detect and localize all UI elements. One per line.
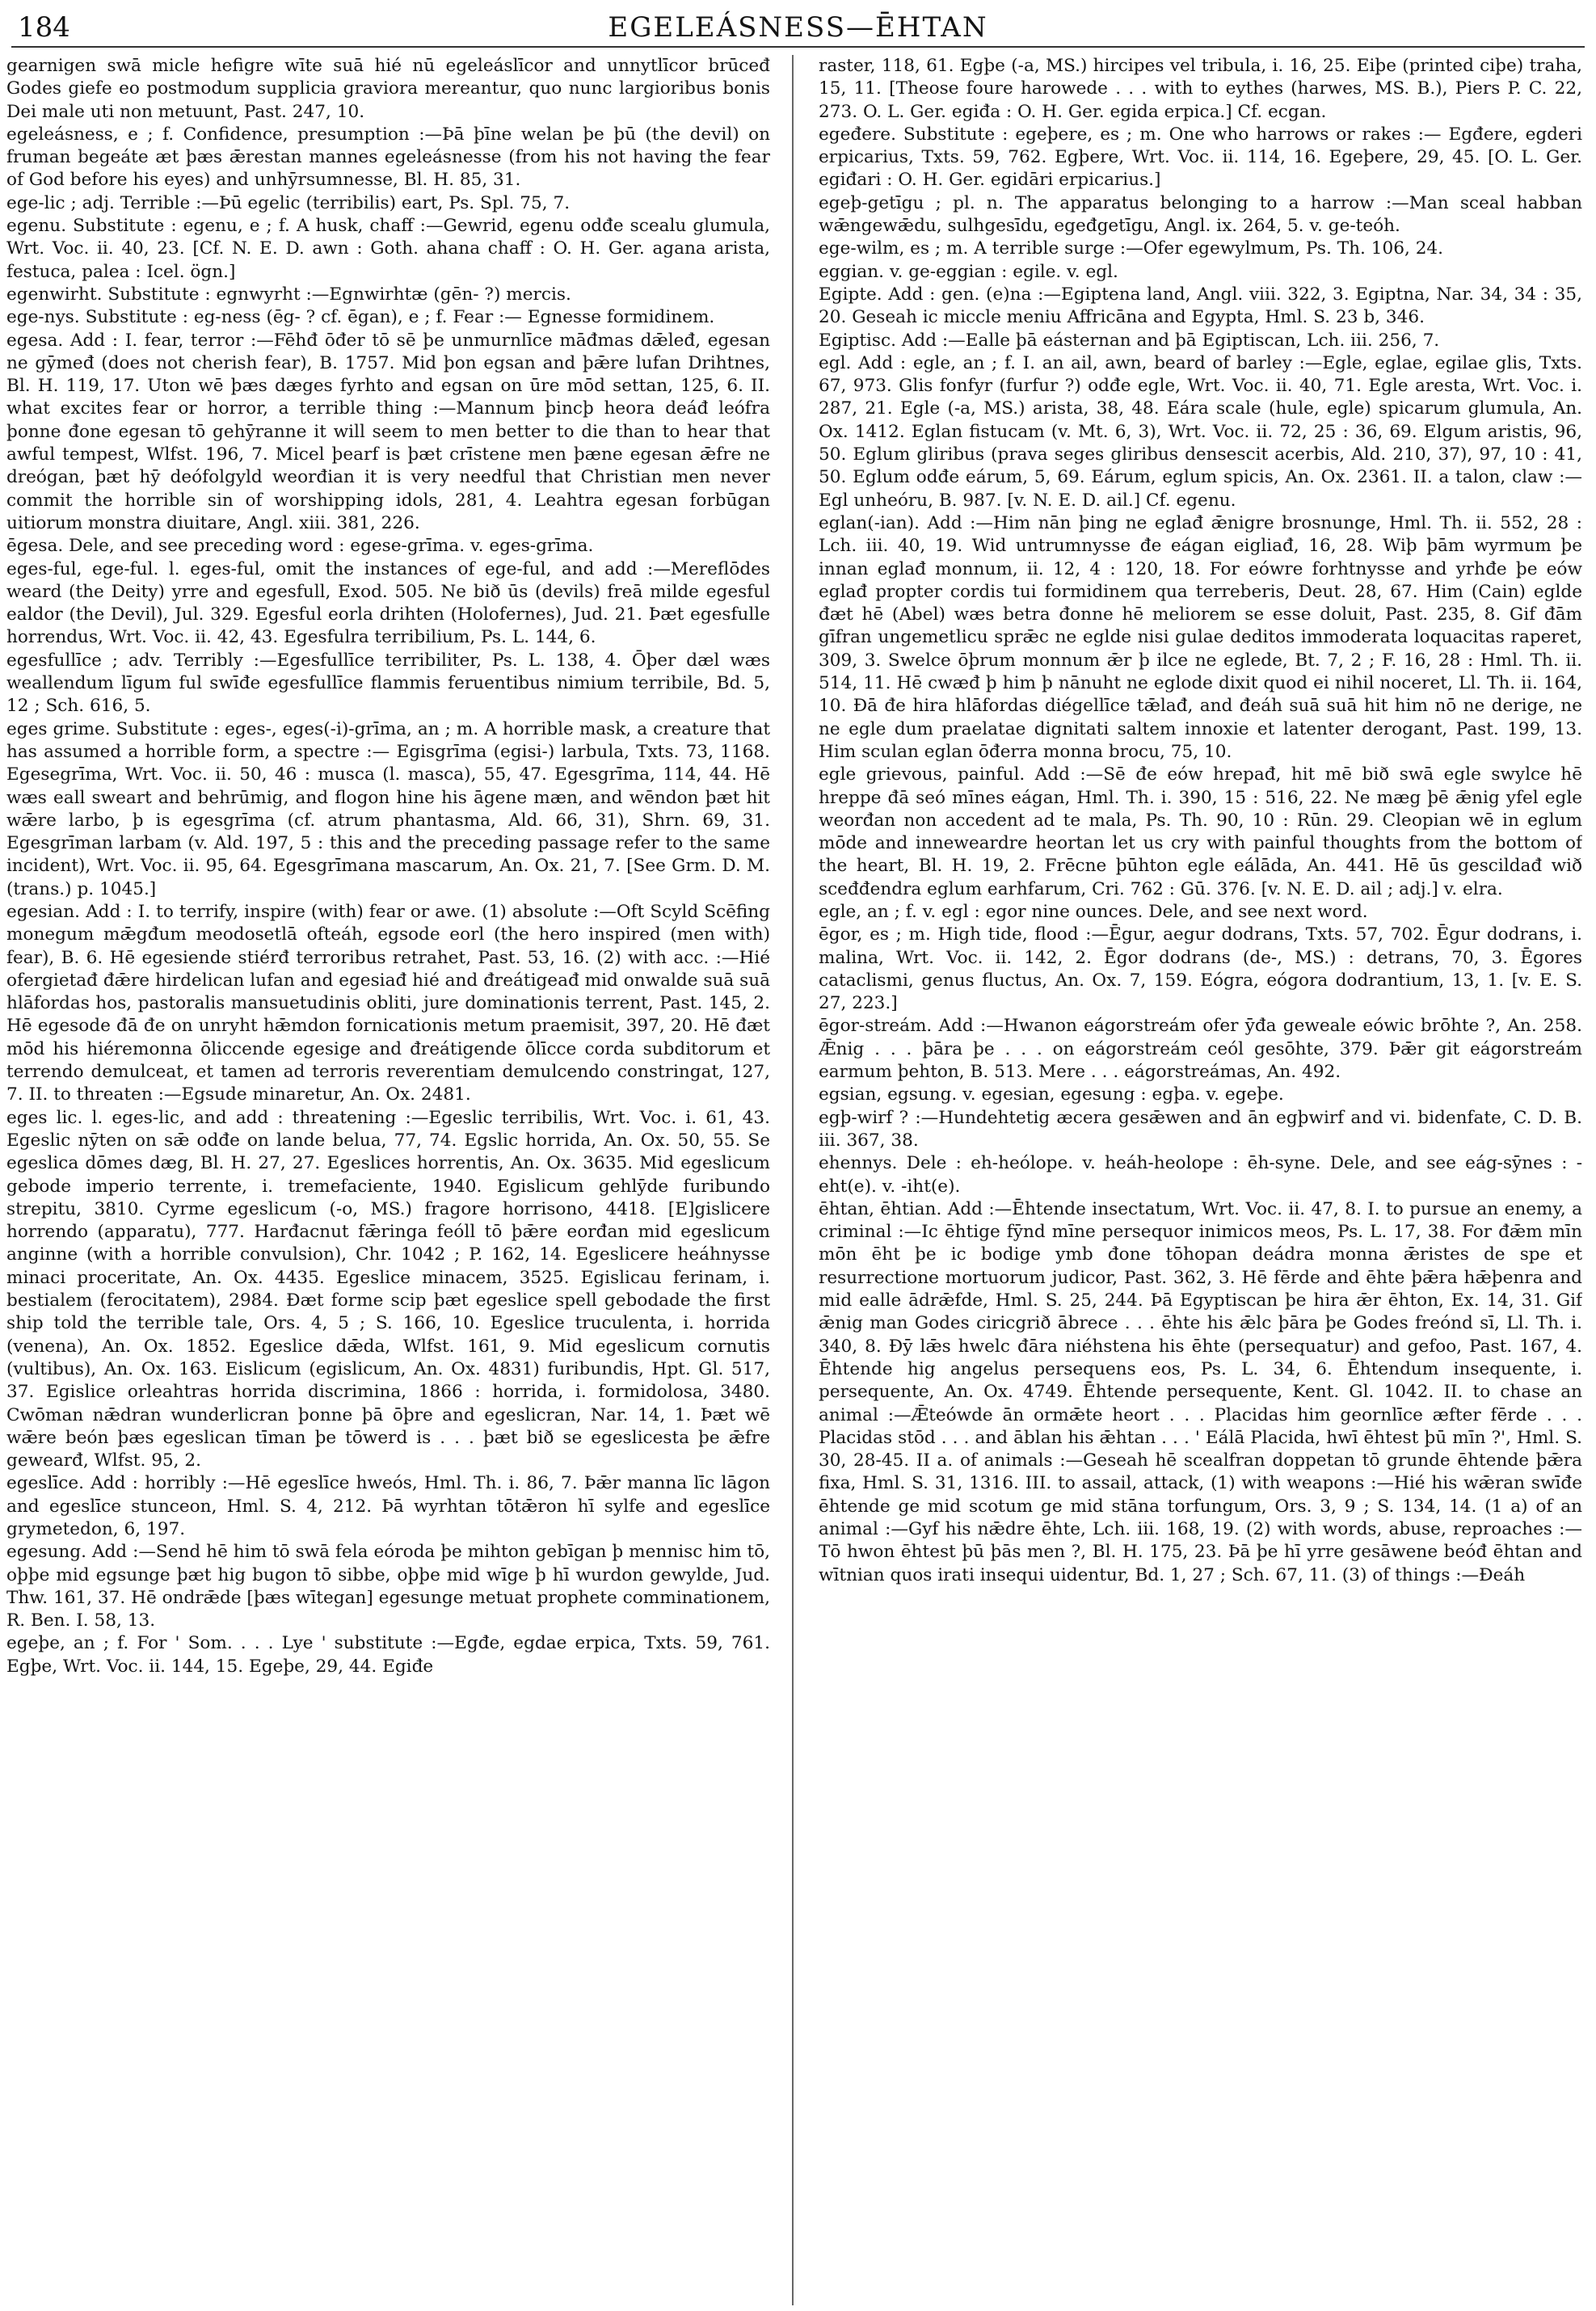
entry: egenwirht. Substitute : egnwyrht :—Egnwirhtæ (gēn- ?) mercis.	[6, 284, 571, 305]
header-rule	[11, 46, 1585, 48]
entry: ege-wilm, es ; m. A terrible surge :—Ofer egewylmum, Ps. Th. 106, 24.	[819, 238, 1444, 259]
entry: egeleásness, e ; f. Confidence, presumption :—Þā þīne welan þe þū (the devil) on fruman begeáte æt þæs ǣrestan mannes egeleásnesse (from his not having the fear of God before his eyes) and unhȳrsumnesse, Bl. H. 85, 31.	[6, 124, 770, 191]
entry: egesfullīce ; adv. Terribly :—Egesfullīce terribiliter, Ps. L. 138, 4. Ōþer dæl wæs weallendum līgum ful swīđe egesfullīce flammis feruentibus nimium terribile, Bd. 5, 12 ; Sch. 616, 5.	[6, 650, 770, 717]
entry: egþ-wirf ? :—Hundehtetig æcera gesǣwen and ān egþwirf and vi. bidenfate, C. D. B. iii. 367, 38.	[819, 1107, 1582, 1151]
entry: eges grime. Substitute : eges-, eges(-i)-grīma, an ; m. A horrible mask, a creature that has assumed a horrible form, a spectre :— Egisgrīma (egisi-) larbula, Txts. 73, 1168. Egesegrīma, Wrt. Voc. ii. 50, 46 : musca (l. masca), 55, 47. Egesgrīma, 114, 44. Hē wæs eall sweart and behrūmig, and flogon hine his āgene mæn, and wēndon þæt hit wǣre larbo, þ is egesgrīma (cf. atrum phantasma, Ald. 66, 31), Shrn. 69, 31. Egesgrīman larbam (v. Ald. 197, 5 : this and the preceding passage refer to the same incident), Wrt. Voc. ii. 95, 64. Egesgrīmana mascarum, An. Ox. 21, 7. [See Grm. D. M. (trans.) p. 1045.]	[6, 718, 770, 899]
entry: eggian. v. ge-eggian : egile. v. egl.	[819, 261, 1118, 282]
entry: Egiptisc. Add :—Ealle þā eásternan and þā Egiptiscan, Lch. iii. 256, 7.	[819, 330, 1440, 351]
entry: eges-ful, ege-ful. l. eges-ful, omit the instances of ege-ful, and add :—Mereflōdes weard (the Deity) yrre and egesfull, Exod. 505. Ne bið ūs (devils) freā milde egesful ealdor (the Devil), Jul. 329. Egesful eorla drihten (Holofernes), Jud. 21. Þæt egesfulle horrendus, Wrt. Voc. ii. 42, 43. Egesfulra terribilium, Ps. L. 144, 6.	[6, 558, 770, 648]
entry: ege-lic ; adj. Terrible :—Þū egelic (terribilis) eart, Ps. Spl. 75, 7.	[6, 192, 571, 213]
entry: Egipte. Add : gen. (e)na :—Egiptena land, Angl. viii. 322, 3. Egiptna, Nar. 34, 34 : 35, 20. Geseah ic miccle meniu Affricāna and Egypta, Hml. S. 23 b, 346.	[819, 284, 1582, 328]
entry: egeđere. Substitute : egeþere, es ; m. One who harrows or rakes :— Egđere, egderi erpicarius, Txts. 59, 762. Egþere, Wrt. Voc. ii. 114, 16. Egeþere, 29, 45. [O. L. Ger. egiđari : O. H. Ger. egidāri erpicarius.]	[819, 124, 1582, 191]
entry: eges lic. l. eges-lic, and add : threatening :—Egeslic terribilis, Wrt. Voc. i. 61, 43. Egeslic nȳten on sǣ odđe on lande belua, 77, 74. Egslic horrida, An. Ox. 50, 55. Se egeslica dōmes dæg, Bl. H. 27, 27. Egeslices horrentis, An. Ox. 3635. Mid egeslicum gebode imperio terrente, i. tremefaciente, 1940. Egislicum gehlȳde furibundo strepitu, 3810. Cyrme egeslicum (-o, MS.) fragore horrisono, 4418. [E]gislicere horrendo (apparatu), 777. Harđacnut fǣringa feóll tō þǣre eorđan mid egeslicum anginne (with a horrible convulsion), Chr. 1042 ; P. 162, 14. Egeslicere heáhnysse minaci proceritate, An. Ox. 4435. Egeslice minacem, 3525. Egislicau ferinam, i. bestialem (ferocitatem), 2984. Đæt forme scip þæt egeslice spell gebodade the first ship told the terrible tale, Ors. 4, 5 ; S. 166, 10. Egeslice truculenta, i. horrida (venena), An. Ox. 1852. Egeslice dǣda, Wlfst. 161, 9. Mid egeslicum cornutis (vultibus), An. Ox. 163. Eislicum (egislicum, An. Ox. 4831) furibundis, Hpt. Gl. 517, 37. Egislice orleahtras horrida discrimina, 1866 : horrida, i. formidolosa, 3480. Cwōman nǣdran wunderlicran þonne þā ōþre and egeslicran, Nar. 14, 1. Þæt wē wǣre beón þæs egeslican tīman þe tōwerd is . . . þæt bið se egeslicesta þe ǣfre gewearđ, Wlfst. 95, 2.	[6, 1107, 770, 1471]
entry: egsian, egsung. v. egesian, egesung : egþa. v. egeþe.	[819, 1084, 1284, 1105]
entry: egl. Add : egle, an ; f. I. an ail, awn, beard of barley :—Egle, eglae, egilae glis, Txts. 67, 973. Glis fonfyr (furfur ?) odđe egle, Wrt. Voc. ii. 40, 71. Egle aresta, Wrt. Voc. i. 287, 21. Egle (-a, MS.) arista, 38, 48. Eára scale (hule, egle) spicarum glumula, An. Ox. 1412. Eglan fistucam (v. Mt. 6, 3), Wrt. Voc. ii. 72, 25 : 36, 69. Elgum aristis, 96, 50. Eglum gliribus (prava seges gliribus densescit acerbis, Ald. 210, 37), 97, 10 : 41, 50. Eglum odđe eárum, 5, 69. Eárum, eglum spicis, An. Ox. 2361. II. a talon, claw :—Egl unheóru, B. 987. [v. N. E. D. ail.] Cf. egenu.	[819, 352, 1582, 511]
right-column	[819, 55, 1582, 2305]
entry: raster, 118, 61. Egþe (-a, MS.) hircipes vel tribula, i. 16, 25. Eiþe (printed ciþe) traha, 15, 11. [Theose foure harowede . . . with to eythes (harwes, MS. B.), Piers P. C. 22, 273. O. L. Ger. egiđa : O. H. Ger. egida erpica.] Cf. ecgan.	[819, 56, 1582, 122]
entry: egesa. Add : I. fear, terror :—Fēhđ ōđer tō sē þe unmurnlīce māđmas dǣleđ, egesan ne gȳmeđ (does not cherish fear), B. 1757. Mid þon egsan and þǣre lufan Drihtnes, Bl. H. 119, 17. Uton wē þæs dæges fyrhto and egsan on ūre mōd settan, 125, 6. II. what excites fear or horror, a terrible thing :—Mannum þincþ heora deáđ leófra þonne đone egesan tō gehȳranne it will seem to men better to die than to hear that awful tempest, Wlfst. 196, 7. Micel þearf is þæt crīstene men þæne egesan ǣfre ne dreógan, þæt hȳ deófolgyld weorđian it is very needful that Christian men never commit the horrible sin of worshipping idols, 281, 4. Leahtra egesan forbūgan uitiorum monstra diuitare, Angl. xiii. 381, 226.	[6, 330, 770, 533]
entry: egle, an ; f. v. egl : egor nine ounces. Dele, and see next word.	[819, 901, 1368, 922]
entry: ehennys. Dele : eh-heólope. v. heáh-heolope : ēh-syne. Dele, and see eág-sȳnes : -eht(e). v. -iht(e).	[819, 1153, 1582, 1197]
entry: gearnigen swā micle hefigre wīte suā hié nū egeleáslīcor and unnytlīcor brūceđ Godes giefe eo postmodum supplicia graviora mereantur, quo nunc largioribus bonis Dei male uti non metuunt, Past. 247, 10.	[6, 56, 770, 122]
entry: egeþ-getīgu ; pl. n. The apparatus belonging to a harrow :—Man sceal habban wǣngewǣdu, sulhgesīdu, egeđgetīgu, Angl. ix. 264, 5. v. ge-teóh.	[819, 192, 1582, 237]
page-number: 184	[18, 11, 70, 44]
entry: egeþe, an ; f. For ' Som. . . . Lye ' substitute :—Egđe, egdae erpica, Txts. 59, 761. Egþe, Wrt. Voc. ii. 144, 15. Egeþe, 29, 44. Egiđe	[6, 1633, 770, 1677]
entry: ēgor, es ; m. High tide, flood :—Ēgur, aegur dodrans, Txts. 57, 702. Ēgur dodrans, i. malina, Wrt. Voc. ii. 142, 2. Ēgor dodrans (de-, MS.) : detrans, 70, 3. Ēgores cataclismi, genus fluctus, An. Ox. 7, 159. Eógra, eógora dodrantium, 13, 1. [v. E. S. 27, 223.]	[819, 924, 1582, 1014]
left-column	[6, 55, 770, 2305]
entry: ēhtan, ēhtian. Add :—Ēhtende insectatum, Wrt. Voc. ii. 47, 8. I. to pursue an enemy, a criminal :—Ic ēhtige fȳnd mīne persequor inimicos meos, Ps. L. 17, 38. For đǣm mīn mōn ēht þe ic bodige ymb đone tōhopan deádra monna ǣristes de spe et resurrectione mortuorum judicor, Past. 362, 3. Hē fērde and ēhte þǣra hǣþenra and mid ealle ādrǣfde, Hml. S. 25, 244. Þā Egyptiscan þe hira ǣr ēhton, Ex. 14, 31. Gif ǣnig man Godes ciricgrið ābrece . . . ēhte his ǣlc þāra þe Godes freónd sī, Ll. Th. i. 340, 8. Đȳ lǣs hwelc đāra niéhstena his ēhte (persequatur) and gefoo, Past. 167, 4. Ēhtende hig angelus persequens eos, Ps. L. 34, 6. Ēhtendum insequente, i. persequente, An. Ox. 4749. Ēhtende persequente, Kent. Gl. 1042. II. to chase an animal :—Ǣteówde ān ormǣte heort . . . Placidas him geornlīce æfter fērde . . . Placidas stōd . . . and āblan his ǣhtan . . . ' Eálā Placida, hwī ēhtest þū mīn ?', Hml. S. 30, 28-45. II a. of animals :—Geseah hē scealfran doppetan tō grunde ēhtende þǣra fixa, Hml. S. 31, 1316. III. to assail, attack, (1) with weapons :—Hié his wǣran swīđe ēhtende ge mid scotum ge mid stāna torfungum, Ors. 3, 9 ; S. 134, 14. (1 a) of an animal :—Gyf his nǣdre ēhte, Lch. iii. 168, 19. (2) with words, abuse, reproaches :—Tō hwon ēhtest þū þās men ?, Bl. H. 175, 23. Þā þe hī yrre gesāwene beóđ ēhtan and wītnian quos irati insequi uidentur, Bd. 1, 27 ; Sch. 67, 11. (3) of things :—Đeáh	[819, 1198, 1582, 1585]
page-header	[0, 8, 1596, 48]
column-divider	[792, 55, 794, 2305]
entry: egenu. Substitute : egenu, e ; f. A husk, chaff :—Gewrid, egenu odđe scealu glumula, Wrt. Voc. ii. 40, 23. [Cf. N. E. D. awn : Goth. ahana chaff : O. H. Ger. agana arista, festuca, palea : Icel. ögn.]	[6, 216, 770, 282]
entry: egeslīce. Add : horribly :—Hē egeslīce hweós, Hml. Th. i. 86, 7. Þǣr manna līc lāgon and egeslīce stunceon, Hml. S. 4, 212. Þā wyrhtan tōtǣron hī sylfe and egeslīce grymetedon, 6, 197.	[6, 1473, 770, 1539]
entry: egesian. Add : I. to terrify, inspire (with) fear or awe. (1) absolute :—Oft Scyld Scēfing monegum mǣgđum meodosetlā ofteáh, egsode eorl (the hero inspired (men with) fear), B. 6. Hē egesiende stiérđ terroribus retrahet, Past. 53, 16. (2) with acc. :—Hié ofergietađ đǣre hirdelican lufan and egesiađ hié and đreátigeađ mid onwalde suā suā hlāfordas hos, pastoralis mansuetudinis obliti, jure dominationis terrent, Past. 145, 2. Hē egesode đā đe on unryht hǣmdon fornicationis metum praemisit, 397, 20. Hē đæt mōd his hiéremonna ōliccende egesige and đreátigende ōlīcce corda subditorum et terrendo demulceat, et tamen ad terroris reverentiam demulcendo constringat, 127, 7. II. to threaten :—Egsude minaretur, An. Ox. 2481.	[6, 901, 770, 1105]
entry: ēgor-streám. Add :—Hwanon eágorstreám ofer ȳđa geweale eówic brōhte ?, An. 258. Ǣnig . . . þāra þe . . . on eágorstreám ceól gesōhte, 379. Þǣr git eágorstreám earmum þehton, B. 513. Mere . . . eágorstreámas, An. 492.	[819, 1016, 1582, 1083]
entry: egle grievous, painful. Add :—Sē đe eów hrepađ, hit mē bið swā egle swylce hē hreppe đā seó mīnes eágan, Hml. Th. i. 390, 15 : 516, 22. Ne mæg þē ǣnig yfel egle weorđan non accedent ad te mala, Ps. Th. 90, 10 : Rūn. 29. Cleopian wē in eglum mōde and inneweardre heortan let us cry with painful thoughts from the bottom of the heart, Bl. H. 19, 2. Frēcne þūhton egle eálāda, An. 441. Hē ūs gescildađ wið sceđđendra eglum earhfarum, Cri. 762 : Gū. 376. [v. N. E. D. ail ; adj.] v. elra.	[819, 764, 1582, 899]
entry: ege-nys. Substitute : eg-ness (ēg- ? cf. ēgan), e ; f. Fear :— Egnesse formidinem.	[6, 307, 715, 328]
running-head: EGELEÁSNESS—ĒHTAN	[608, 11, 988, 44]
entry: egesung. Add :—Send hē him tō swā fela eóroda þe mihton gebīgan þ mennisc him tō, oþþe mid egsunge þæt hig bugon tō sibbe, oþþe mid wīge þ hī wurdon gewylde, Jud. Thw. 161, 37. Hē ondrǣde [þæs wītegan] egesunge metuat prophete comminationem, R. Ben. I. 58, 13.	[6, 1542, 770, 1631]
entry: eglan(-ian). Add :—Him nān þing ne eglađ ǣnigre brosnunge, Hml. Th. ii. 552, 28 : Lch. iii. 40, 19. Wid untrumnysse đe eágan eigliađ, 16, 28. Wiþ þām wyrmum þe innan eglađ monnum, ii. 12, 4 : 120, 18. For eówre forhtnysse and yrhđe þe eów eglađ propter cordis tui formidinem qua terreberis, Deut. 28, 67. Him (Cain) eglde đæt hē (Abel) wæs betra đonne hē meliorem se esse doluit, Past. 235, 8. Gif đām gīfran ungemetlicu sprǣc ne eglde nisi gulae deditos immoderata loquacitas raperet, 309, 3. Swelce ōþrum monnum ǣr þ ilce ne eglede, Bt. 7, 2 ; F. 16, 28 : Hml. Th. ii. 514, 11. Hē cwæđ þ him þ nānuht ne eglode dixit quod ei nihil noceret, Ll. Th. ii. 164, 10. Đā đe hira hlāfordas diégellīce tǣlađ, and đeáh suā suā hit him nō ne derige, ne ne egle dum praelatae dignitati saltem innoxie et latenter derogant, Past. 199, 13. Him sculan eglan ōđerra monna brocu, 75, 10.	[819, 512, 1582, 762]
entry: ēgesa. Dele, and see preceding word : egese-grīma. v. eges-grīma.	[6, 536, 594, 557]
